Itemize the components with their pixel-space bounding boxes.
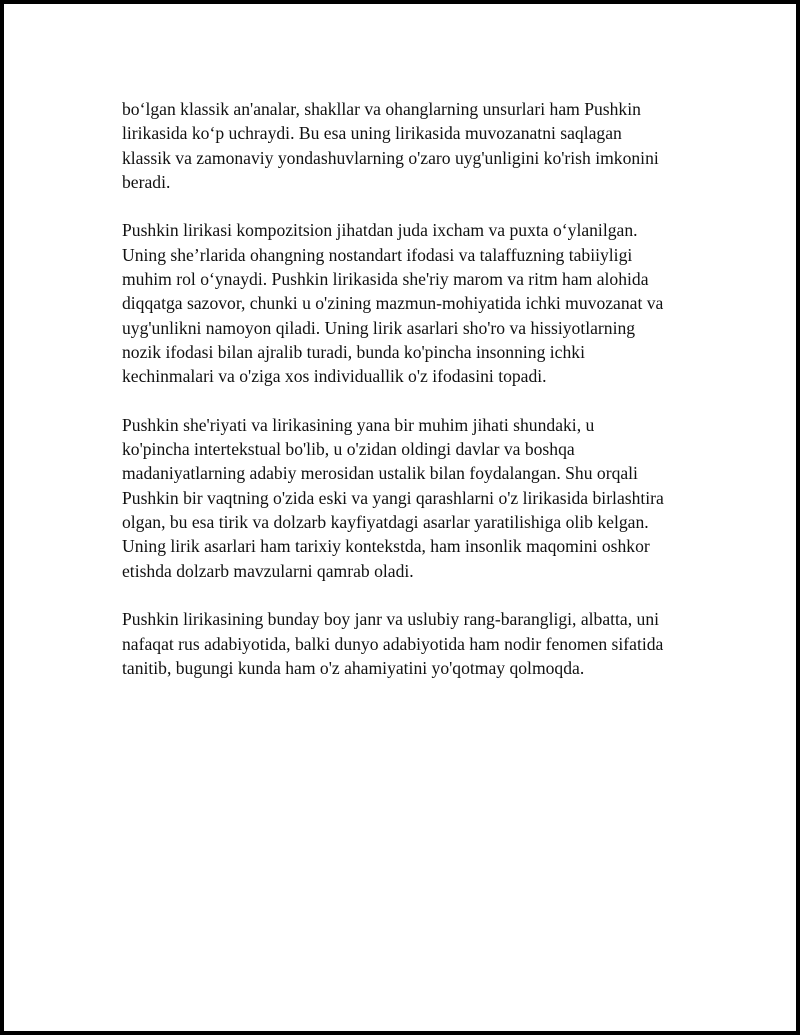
text-line: ko'pincha intertekstual bo'lib, u o'zidan oldingi davlar va boshqa [122, 439, 575, 460]
text-line: beradi. [122, 171, 171, 192]
text-line: etishda dolzarb mavzularni qamrab oladi. [122, 560, 414, 581]
text-line: Pushkin lirikasining bunday boy janr va uslubiy rang-barangligi, albatta, uni [122, 609, 660, 630]
text-line: Uning lirik asarlari ham tarixiy kontekstda, ham insonlik maqomini oshkor [122, 536, 650, 557]
text-line: uyg'unlikni namoyon qiladi. Uning lirik asarlari sho'ro va hissiyotlarning [122, 317, 636, 338]
paragraph-2 [122, 218, 722, 388]
text-line: Pushkin lirikasi kompozitsion jihatdan juda ixcham va puxta o‘ylanilgan. [122, 220, 638, 241]
text-line: tanitib, bugungi kunda ham o'z ahamiyatini yo'qotmay qolmoqda. [122, 657, 585, 678]
text-line: Uning she’rlarida ohangning nostandart ifodasi va talaffuzning tabiiyligi [122, 244, 633, 265]
paragraph-1 [122, 97, 722, 194]
text-line: diqqatga sazovor, chunki u o'zining mazmun-mohiyatida ichki muvozanat va [122, 293, 664, 314]
paragraph-3 [122, 413, 722, 583]
text-line: bo‘lgan klassik an'analar, shakllar va ohanglarning unsurlari ham Pushkin [122, 99, 641, 119]
text-line: olgan, bu esa tirik va dolzarb kayfiyatdagi asarlar yaratilishiga olib kelgan. [122, 512, 649, 533]
text-line: nafaqat rus adabiyotida, balki dunyo adabiyotida ham nodir fenomen sifatida [122, 633, 664, 654]
text-line: klassik va zamonaviy yondashuvlarning o'zaro uyg'unligini ko'rish imkonini [122, 147, 659, 168]
text-line: Pushkin she'riyati va lirikasining yana bir muhim jihati shundaki, u [122, 414, 595, 435]
text-line: kechinmalari va o'ziga xos individuallik o'z ifodasini topadi. [122, 366, 547, 387]
document-body [122, 97, 722, 704]
text-line: lirikasida ko‘p uchraydi. Bu esa uning lirikasida muvozanatni saqlagan [122, 123, 622, 144]
text-line: Pushkin bir vaqtning o'zida eski va yangi qarashlarni o'z lirikasida birlashtira [122, 487, 664, 508]
text-line: muhim rol o‘ynaydi. Pushkin lirikasida she'riy marom va ritm ham alohida [122, 269, 649, 290]
text-line: madaniyatlarning adabiy merosidan ustalik bilan foydalangan. Shu orqali [122, 463, 638, 484]
paragraph-4 [122, 607, 722, 680]
text-line: nozik ifodasi bilan ajralib turadi, bunda ko'pincha insonning ichki [122, 341, 585, 362]
